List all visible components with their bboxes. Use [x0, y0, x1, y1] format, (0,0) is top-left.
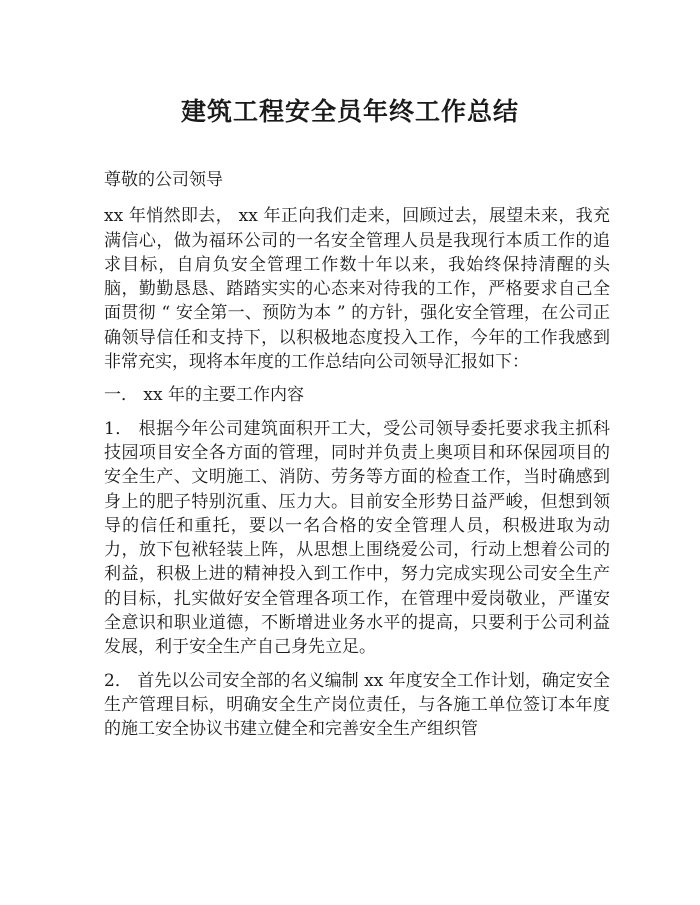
intro-paragraph: xx 年悄然即去， xx 年正向我们走来，回顾过去，展望未来，我充满信心，做为福环公司的一名安全管理人员是我现行本质工作的追求目标，自肩负安全管理工作数十年以来，我始终保持清醒的头脑，勤勤恳恳、踏踏实实的心态来对待我的工作，严格要求自己全面贯彻 “ 安全第一、预防为本 ” 的方针，强化安全管理，在公司正确领导信任和支持下，以积极地态度投入工作，今年的工作我感到非常充实，现将本年度的工作总结向公司领导汇报如下： [104, 206, 610, 373]
salutation: 尊敬的公司领导 [104, 170, 223, 190]
item-1-paragraph: 1． 根据今年公司建筑面积开工大，受公司领导委托要求我主抓科技园项目安全各方面的管理，同时并负责上奥项目和环保园项目的安全生产、文明施工、消防、劳务等方面的检查工作，当时确感到身上的肥子特别沉重、压力大。目前安全形势日益严峻，但想到领导的信任和重托，要以一名合格的安全管理人员，积极进取为动力，放下包袱轻装上阵，从思想上围绕爱公司，行动上想着公司的利益，积极上进的精神投入到工作中，努力完成实现公司安全生产的目标，扎实做好安全管理各项工作，在管理中爱岗敬业，严谨安全意识和职业道德，不断增进业务水平的提高，只要利于公司利益发展，利于安全生产自己身先立足。 [104, 418, 610, 658]
document-title: 建筑工程安全员年终工作总结 [180, 97, 519, 126]
item-2-paragraph: 2． 首先以公司安全部的名义编制 xx 年度安全工作计划，确定安全生产管理目标，明确安全生产岗位责任，与各施工单位签订本年度的施工安全协议书建立健全和完善安全生产组织管 [104, 670, 610, 740]
section-heading: 一． xx 年的主要工作内容 [104, 385, 304, 406]
document-body [104, 168, 610, 751]
